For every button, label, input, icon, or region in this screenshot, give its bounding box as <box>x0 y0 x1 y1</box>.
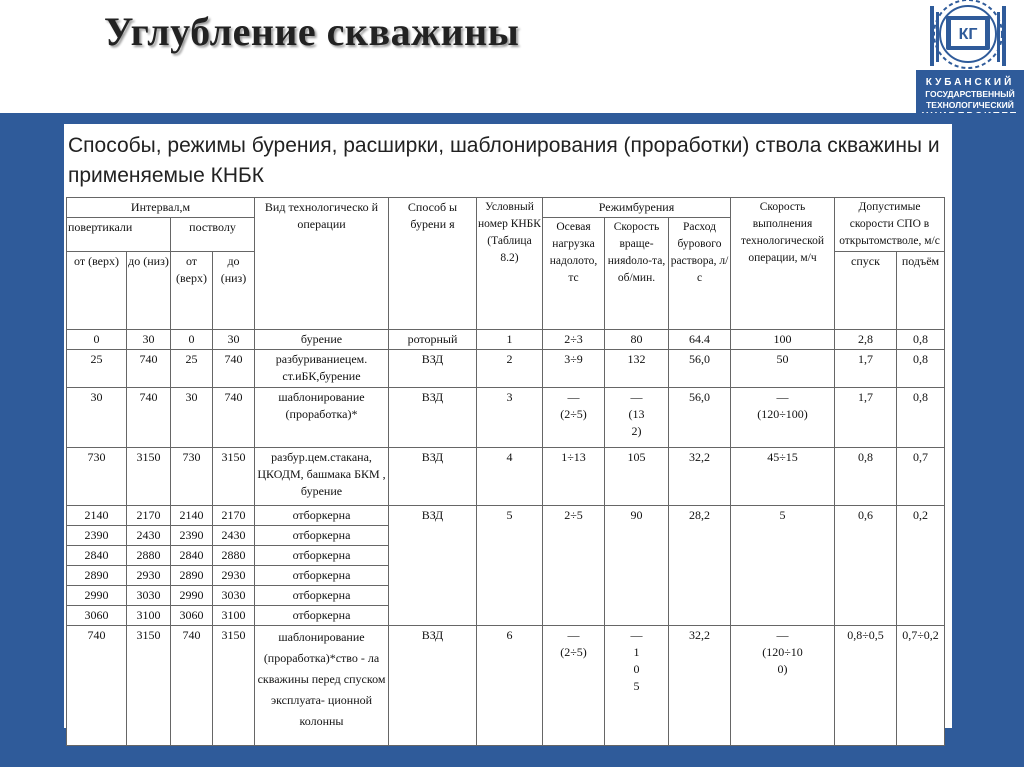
cell-operation: отборкерна <box>255 546 389 566</box>
cell-bha: 5 <box>477 506 543 626</box>
cell-rpm: 105 <box>605 448 669 506</box>
table-row <box>67 448 945 506</box>
cell-operation: отборкерна <box>255 586 389 606</box>
cell-s-from: 2140 <box>171 506 213 526</box>
cell-v-to: 3030 <box>127 586 171 606</box>
cell-operation: отборкерна <box>255 566 389 586</box>
logo-line-1: КУБАНСКИЙ <box>925 77 1015 88</box>
cell-rpm: — 1 0 5 <box>605 626 669 746</box>
header-rpm: Скорость враще-нияdоло-та, об/мин. <box>605 218 669 330</box>
header-vertical: повертикали <box>67 218 171 252</box>
cell-flow: 64.4 <box>669 330 731 350</box>
header-s-to: до (низ) <box>213 252 255 330</box>
cell-v-to: 740 <box>127 388 171 448</box>
cell-s-from: 2390 <box>171 526 213 546</box>
header-allowed-speed: Допустимые скорости СПО в открытомстволе, м/с <box>835 198 945 252</box>
cell-v-from: 25 <box>67 350 127 388</box>
cell-s-to: 3150 <box>213 448 255 506</box>
cell-v-to: 3150 <box>127 626 171 746</box>
cell-s-to: 740 <box>213 388 255 448</box>
cell-v-to: 2930 <box>127 566 171 586</box>
cell-s-to: 2880 <box>213 546 255 566</box>
cell-method: ВЗД <box>389 350 477 388</box>
cell-s-from: 2990 <box>171 586 213 606</box>
cell-method: ВЗД <box>389 388 477 448</box>
university-logo <box>916 0 1024 126</box>
cell-v-to: 740 <box>127 350 171 388</box>
drilling-modes-table <box>66 197 945 746</box>
cell-v-from: 0 <box>67 330 127 350</box>
header-mode: Режимбурения <box>543 198 731 218</box>
cell-v-to: 2430 <box>127 526 171 546</box>
cell-s-from: 730 <box>171 448 213 506</box>
header-v-to: до (низ) <box>127 252 171 330</box>
header-operation: Вид технологическо й операции <box>255 198 389 330</box>
cell-rpm: — (13 2) <box>605 388 669 448</box>
cell-load: 1÷13 <box>543 448 605 506</box>
cell-flow: 32,2 <box>669 626 731 746</box>
cell-rpm: 80 <box>605 330 669 350</box>
slide-subtitle: Способы, режимы бурения, расширки, шаблонирования (проработки) ствола скважины и применяемые КНБК <box>68 134 940 187</box>
header-bar <box>0 0 1024 113</box>
table-row <box>67 350 945 388</box>
cell-flow: 56,0 <box>669 388 731 448</box>
cell-bha: 2 <box>477 350 543 388</box>
cell-op-speed: — (120÷10 0) <box>731 626 835 746</box>
cell-v-to: 3100 <box>127 606 171 626</box>
header-interval: Интервал,м <box>67 198 255 218</box>
cell-down: 0,8 <box>835 448 897 506</box>
cell-v-from: 2140 <box>67 506 127 526</box>
cell-down: 1,7 <box>835 350 897 388</box>
cell-s-to: 3150 <box>213 626 255 746</box>
table-row <box>67 626 945 746</box>
cell-v-from: 740 <box>67 626 127 746</box>
cell-method: роторный <box>389 330 477 350</box>
cell-op-speed: 100 <box>731 330 835 350</box>
cell-v-from: 730 <box>67 448 127 506</box>
cell-s-to: 3100 <box>213 606 255 626</box>
cell-operation: отборкерна <box>255 526 389 546</box>
cell-rpm: 90 <box>605 506 669 626</box>
cell-v-to: 30 <box>127 330 171 350</box>
cell-v-to: 2170 <box>127 506 171 526</box>
cell-flow: 32,2 <box>669 448 731 506</box>
cell-down: 1,7 <box>835 388 897 448</box>
cell-up: 0,8 <box>897 388 945 448</box>
cell-load: 2÷5 <box>543 506 605 626</box>
cell-bha: 6 <box>477 626 543 746</box>
header-method: Способ ы бурени я <box>389 198 477 330</box>
cell-operation: разбур.цем.стакана, ЦКОДМ, башмака БКМ , бурение <box>255 448 389 506</box>
header-flow: Расход бурового раствора, л/с <box>669 218 731 330</box>
header-s-from: от (верх) <box>171 252 213 330</box>
cell-s-to: 2170 <box>213 506 255 526</box>
cell-s-from: 30 <box>171 388 213 448</box>
cell-load: — (2÷5) <box>543 626 605 746</box>
cell-up: 0,7÷0,2 <box>897 626 945 746</box>
cell-load: 2÷3 <box>543 330 605 350</box>
cell-op-speed: 5 <box>731 506 835 626</box>
cell-operation: отборкерна <box>255 606 389 626</box>
cell-s-to: 2430 <box>213 526 255 546</box>
cell-operation: шаблонирование (проработка)* <box>255 388 389 448</box>
header-down: спуск <box>835 252 897 330</box>
cell-bha: 4 <box>477 448 543 506</box>
cell-operation: бурение <box>255 330 389 350</box>
logo-line-3: ТЕХНОЛОГИЧЕСКИЙ <box>926 100 1014 110</box>
cell-s-to: 3030 <box>213 586 255 606</box>
header-load: Осевая нагрузка надолото, тс <box>543 218 605 330</box>
cell-v-to: 3150 <box>127 448 171 506</box>
cell-flow: 56,0 <box>669 350 731 388</box>
cell-down: 0,6 <box>835 506 897 626</box>
table-row <box>67 330 945 350</box>
cell-load: 3÷9 <box>543 350 605 388</box>
header-op-speed: Скорость выполнения технологической операции, м/ч <box>731 198 835 330</box>
cell-operation: отборкерна <box>255 506 389 526</box>
cell-s-to: 740 <box>213 350 255 388</box>
cell-bha: 1 <box>477 330 543 350</box>
logo-line-2: ГОСУДАРСТВЕННЫЙ <box>925 89 1015 99</box>
cell-s-from: 2890 <box>171 566 213 586</box>
cell-v-from: 30 <box>67 388 127 448</box>
cell-rpm: 132 <box>605 350 669 388</box>
cell-method: ВЗД <box>389 448 477 506</box>
cell-down: 2,8 <box>835 330 897 350</box>
cell-v-from: 2890 <box>67 566 127 586</box>
cell-v-from: 2390 <box>67 526 127 546</box>
cell-v-from: 3060 <box>67 606 127 626</box>
cell-up: 0,8 <box>897 330 945 350</box>
cell-up: 0,8 <box>897 350 945 388</box>
table-row <box>67 506 945 526</box>
cell-down: 0,8÷0,5 <box>835 626 897 746</box>
cell-s-from: 0 <box>171 330 213 350</box>
cell-v-from: 2990 <box>67 586 127 606</box>
page-title: Углубление скважины <box>104 9 520 54</box>
cell-op-speed: 45÷15 <box>731 448 835 506</box>
logo-emblem-text: КГ <box>958 26 978 43</box>
header-v-from: от (верх) <box>67 252 127 330</box>
cell-s-from: 740 <box>171 626 213 746</box>
cell-load: — (2÷5) <box>543 388 605 448</box>
cell-s-from: 3060 <box>171 606 213 626</box>
cell-v-to: 2880 <box>127 546 171 566</box>
cell-op-speed: — (120÷100) <box>731 388 835 448</box>
cell-v-from: 2840 <box>67 546 127 566</box>
cell-up: 0,7 <box>897 448 945 506</box>
cell-method: ВЗД <box>389 626 477 746</box>
cell-operation: шаблонирование (проработка)*ство - ла скважины перед спуском эксплуата- ционной колонны <box>255 626 389 746</box>
cell-bha: 3 <box>477 388 543 448</box>
cell-up: 0,2 <box>897 506 945 626</box>
header-bha: Условный номер КНБК (Таблица 8.2) <box>477 198 543 330</box>
cell-method: ВЗД <box>389 506 477 626</box>
cell-operation: разбуриваниецем. ст.иБК,бурение <box>255 350 389 388</box>
cell-s-from: 2840 <box>171 546 213 566</box>
cell-s-to: 2930 <box>213 566 255 586</box>
cell-flow: 28,2 <box>669 506 731 626</box>
cell-s-from: 25 <box>171 350 213 388</box>
header-up: подъём <box>897 252 945 330</box>
cell-op-speed: 50 <box>731 350 835 388</box>
cell-s-to: 30 <box>213 330 255 350</box>
table-row <box>67 388 945 448</box>
header-along-bore: постволу <box>171 218 255 252</box>
